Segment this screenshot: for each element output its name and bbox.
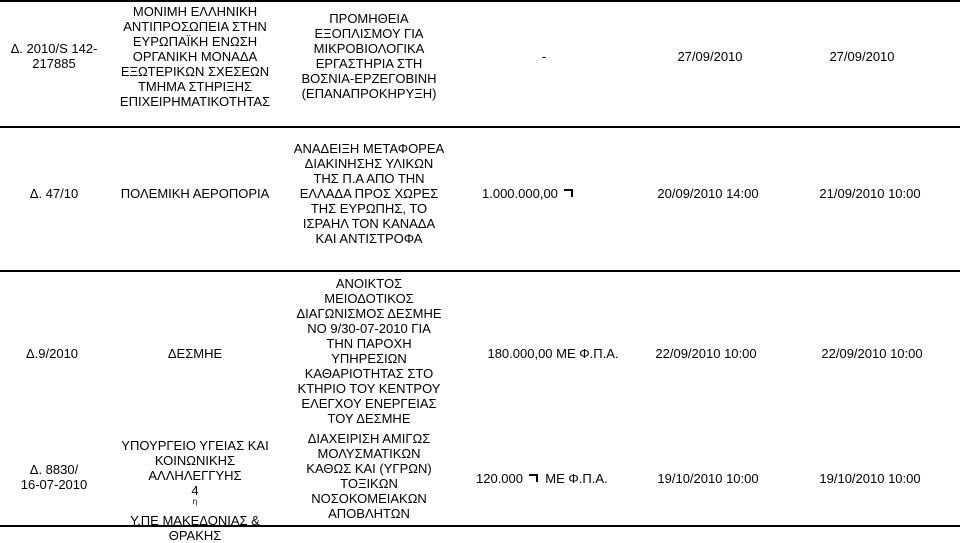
authority-line: ΑΝΤΙΠΡΟΣΩΠΕΙΑ ΣΤΗΝ [123,19,267,34]
row-divider [0,0,960,2]
ordinal-superscript: η [192,497,198,506]
authority-line: ΚΟΙΝΩΝΙΚΗΣ [154,453,236,468]
subject-cell [284,11,454,101]
authority-line: ΜΟΝΙΜΗ ΕΛΛΗΝΙΚΗ [132,4,258,19]
subject-line: ΔΙΑΚΙΝΗΣΗΣ ΥΛΙΚΩΝ [304,156,434,171]
subject-line: ΕΛΛΑΔΑ ΠΡΟΣ ΧΩΡΕΣ [299,186,439,201]
subject-line: ΤΗΣ ΕΥΡΩΠΗΣ, ΤΟ [310,201,428,216]
reference-line: 16-07-2010 [20,477,88,492]
row-divider [0,126,960,128]
subject-line: ΚΑΘΩΣ ΚΑΙ (ΥΓΡΩΝ) [306,461,432,476]
authority-line: ΕΥΡΩΠΑΪΚΗ ΕΝΩΣΗ [132,34,258,49]
start-date-cell: 19/10/2010 10:00 [657,471,759,486]
start-date-cell: 27/09/2010 [677,49,743,64]
subject-cell [284,431,454,521]
authority-line: ΕΞΩΤΕΡΙΚΩΝ ΣΧΕΣΕΩΝ [120,64,270,79]
subject-line: ΜΟΛΥΣΜΑΤΙΚΩΝ [317,446,421,461]
start-date-cell: 22/09/2010 10:00 [655,346,757,361]
authority-cell: ΔΕΣΜΗΕ [167,346,223,361]
subject-line: ΕΛΕΓΧΟΥ ΕΝΕΡΓΕΙΑΣ [301,396,437,411]
budget-amount: 120.000 [476,471,523,486]
authority-line: ΟΡΓΑΝΙΚΗ ΜΟΝΑΔΑ [132,49,258,64]
authority-line: ΕΠΙΧΕΙΡΗΜΑΤΙΚΟΤΗΤΑΣ [119,94,271,109]
authority-cell: ΠΟΛΕΜΙΚΗ ΑΕΡΟΠΟΡΙΑ [120,186,270,201]
reference-line: Δ. 2010/S 142- [10,41,98,56]
reference-cell: Δ. 47/10 [29,186,79,201]
subject-line: ΜΕΙΟΔΟΤΙΚΟΣ [324,291,414,306]
subject-line: ΔΙΑΓΩΝΙΣΜΟΣ ΔΕΣΜΗΕ [296,306,442,321]
authority-line: 4 $^\eta$ Υ.ΠΕ ΜΑΚΕΔΟΝΙΑΣ & [130,483,260,528]
subject-line: ΤΗΣ Π.Α ΑΠΟ ΤΗΝ [313,171,425,186]
budget-cell: 180.000,00 ΜΕ Φ.Π.Α. [487,346,619,361]
subject-cell [284,276,454,426]
subject-line: ΤΟΥ ΔΕΣΜΗΕ [327,411,411,426]
subject-line: ΑΝΟΙΚΤΟΣ [335,276,403,291]
subject-line: ΝΟΣΟΚΟΜΕΙΑΚΩΝ [311,491,427,506]
start-date-cell: 20/09/2010 14:00 [657,186,759,201]
subject-line: ΒΟΣΝΙΑ-ΕΡΖΕΓΟΒΙΝΗ [301,71,437,86]
subject-line: ΚΑΘΑΡΙΟΤΗΤΑΣ ΣΤΟ [304,366,434,381]
subject-line: ΥΠΗΡΕΣΙΩΝ [331,351,407,366]
subject-line: ΔΙΑΧΕΙΡΙΣΗ ΑΜΙΓΩΣ [307,431,431,446]
authority-cell [110,4,280,109]
reference-cell: Δ.9/2010 [25,346,79,361]
authority-cell [110,438,280,543]
subject-line: ΙΣΡΑΗΛ ΤΟΝ ΚΑΝΑΔΑ [302,216,436,231]
end-date-cell: 21/09/2010 10:00 [819,186,921,201]
reference-line: Δ. 8830/ [29,462,79,477]
subject-line: ΤΟΞΙΚΩΝ [340,476,398,491]
budget-suffix: ΜΕ Φ.Π.Α. [545,471,608,486]
subject-line: ΝΟ 9/30-07-2010 ΓΙΑ [307,321,431,336]
euro-icon [529,474,538,482]
euro-icon [564,189,573,197]
subject-line: ΑΝΑΔΕΙΞΗ ΜΕΤΑΦΟΡΕΑ [293,141,445,156]
authority-line: ΥΠΟΥΡΓΕΙΟ ΥΓΕΙΑΣ ΚΑΙ [121,438,269,453]
authority-line: ΑΛΛΗΛΕΓΓΥΗΣ [148,468,242,483]
subject-line: ΚΤΗΡΙΟ ΤΟΥ ΚΕΝΤΡΟΥ [297,381,441,396]
row-divider [0,270,960,272]
subject-cell [284,141,454,246]
budget-cell: - [541,49,547,64]
end-date-cell: 27/09/2010 [829,49,895,64]
reference-cell [4,462,104,492]
end-date-cell: 22/09/2010 10:00 [821,346,923,361]
subject-line: ΚΑΙ ΑΝΤΙΣΤΡΟΦΑ [315,231,423,246]
end-date-cell: 19/10/2010 10:00 [819,471,921,486]
subject-line: ΕΡΓΑΣΤΗΡΙΑ ΣΤΗ [315,56,423,71]
subject-line: ΠΡΟΜΗΘΕΙΑ [329,11,409,26]
subject-line: ΑΠΟΒΛΗΤΩΝ [328,506,410,521]
authority-line: ΤΜΗΜΑ ΣΤΗΡΙΞΗΣ [137,79,253,94]
subject-line: (ΕΠΑΝΑΠΡΟΚΗΡΥΞΗ) [301,86,437,101]
budget-cell [476,471,646,486]
budget-amount: 1.000.000,00 [482,186,558,201]
subject-line: ΤΗΝ ΠΑΡΟΧΗ [326,336,412,351]
budget-cell [482,186,602,201]
reference-line: 217885 [32,56,76,71]
authority-line: ΘΡΑΚΗΣ [168,528,222,543]
reference-cell [2,41,106,71]
subject-line: ΜΙΚΡΟΒΙΟΛΟΓΙΚΑ [313,41,425,56]
subject-line: ΕΞΟΠΛΙΣΜΟΥ ΓΙΑ [314,26,424,41]
